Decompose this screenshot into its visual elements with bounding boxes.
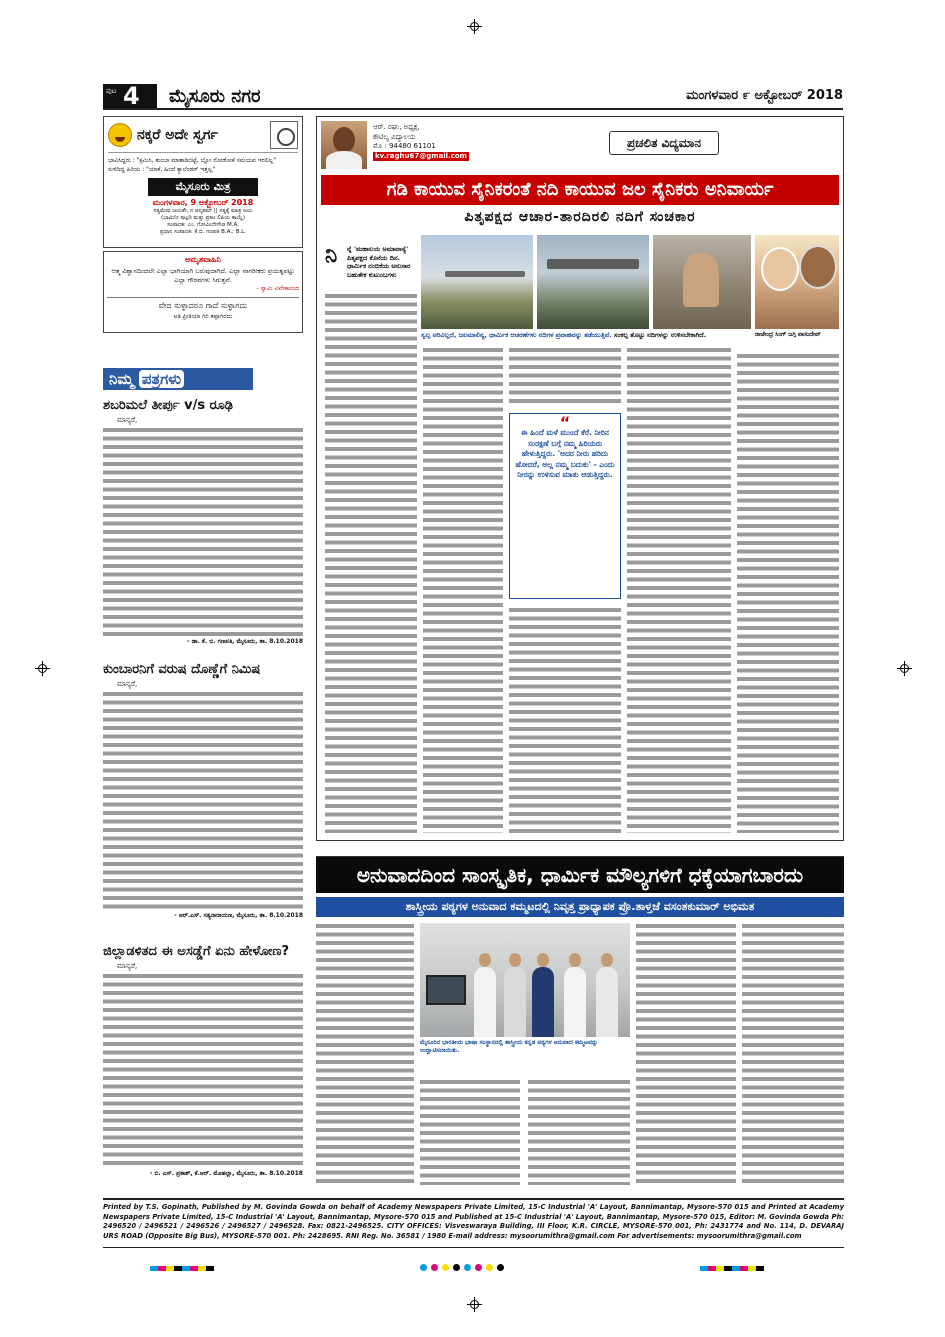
article-column bbox=[742, 923, 844, 1185]
page-label: ಪುಟ bbox=[106, 87, 117, 95]
author-photo bbox=[321, 121, 367, 169]
issue-date: ಮಂಗಳವಾರ ೯ ಅಕ್ಟೋಬರ್ 2018 bbox=[686, 88, 843, 103]
article-column bbox=[528, 1079, 630, 1185]
article-subheadline: ಪಿತೃಪಕ್ಷದ ಆಚಾರ-ತಾರದಿರಲಿ ನದಿಗೆ ಸಂಚಕಾರ bbox=[464, 209, 696, 225]
letter-body bbox=[103, 973, 303, 1169]
portraits-caption: ರಾಜೇಂದ್ರ ಸಿಂಗ್ ಜಗ್ಗಿ ವಾಸುದೇವ್ bbox=[755, 331, 821, 338]
letter-signature: - ಬಿ. ಎಸ್. ಪ್ರಕಾಶ್, ಕೆ.ಆರ್. ಮೊಹಲ್ಲಾ, ಮೈಸೂರು, ತಾ. 8.10.2018 bbox=[149, 1170, 303, 1177]
second-subheadline: ಶಾಸ್ತ್ರೀಯ ಪಠ್ಯಗಳ ಅನುವಾದ ಕಮ್ಮಟದಲ್ಲಿ ನಿವೃತ್ತ ಪ್ರಾಧ್ಯಾಪಕ ಪ್ರೊ.ತಾಳ್ತಜೆ ವಸಂತಕುಮಾರ್ ಅಭಿಮತ bbox=[316, 897, 844, 917]
proverb: ವೇದ ಸುಳ್ಳಾದರೂ ಗಾದೆ ಸುಳ್ಳಾಗದು bbox=[158, 301, 248, 310]
registration-mark-icon bbox=[38, 664, 47, 673]
laughing-face-icon bbox=[108, 123, 132, 147]
article-column bbox=[509, 347, 621, 407]
thought-of-the-day bbox=[103, 251, 303, 333]
editor-line: ಸಂಪಾದಕ: ಎಂ. ಗೋವಿಂದೇಗೌಡ M.A. bbox=[167, 222, 239, 228]
author-email: kv.raghu67@gmail.com bbox=[375, 151, 467, 160]
article-column bbox=[423, 347, 503, 833]
humor-title: ನಕ್ಕರೆ ಅದೇ ಸ್ವರ್ಗ bbox=[137, 127, 218, 143]
letters-header-word: ನಿಮ್ಮ bbox=[109, 370, 134, 388]
article-column bbox=[509, 607, 621, 833]
chief-editor-line: ಪ್ರಧಾನ ಸಂಪಾದಕ: ಕೆ.ಬಿ. ಗಣಪತಿ B.A.; B.L. bbox=[159, 229, 247, 235]
article-intro: ನ್ನೆ 'ಮಹಾಲಯ ಅಮಾವಾಸ್ಯೆ' ಪಿತೃಪಕ್ಷದ ಕೊನೆಯ ದಿನ. ಧಾರ್ಮಿಕ ನಂಬಿಕೆಯ ಅನುಸಾರ ಬಹುತೇಕ ಕುಟುಂಬಗಳು bbox=[347, 245, 411, 279]
letter-body bbox=[103, 691, 303, 911]
author-phone: ಮೊ : 94480 61101 bbox=[373, 142, 436, 150]
letter-body bbox=[103, 427, 303, 637]
author-role: ಕೌಟಿಲ್ಯ ವಿದ್ಯಾಲಯ bbox=[373, 132, 416, 141]
letter-salutation: ಮಾನ್ಯರೆ, bbox=[117, 416, 138, 424]
author-name: ಆರ್. ರಘು, ಅಧ್ಯಕ್ಷ, bbox=[373, 123, 420, 131]
letter-title: ಶಬರಿಮಲೆ ತೀರ್ಪು v/s ರೂಢಿ bbox=[103, 398, 233, 413]
page-number: 4 bbox=[123, 82, 140, 110]
registration-mark-icon bbox=[900, 664, 909, 673]
river-pollution-photo bbox=[421, 235, 533, 329]
letters-header bbox=[103, 364, 303, 394]
humor-line: ಭಾವಿಸಿದ್ದರು : "ಕ್ಷಮಿಸಿ, ತುಂಬಾ ಮಾತಾಡಿಬಿಟ್ಟೆ, ಬ್ಲೋ ನೋಡೋಕೆ ಸಮಯವ ಇರಲಿಲ್ಲ" bbox=[108, 157, 277, 164]
printer-imprint: Printed by T.S. Gopinath, Published by M. Govinda Gowda on behalf of Academy Newspapers Private Limited, 15-C Industrial 'A' Layout, Bannimantap, Mysore-570 015 and Printed at Academy Newspapers Private Limited, 15-C Industrial 'A' Layout, Bannimantap, Mysore-570 015 and Published at 15-C Industrial 'A' Layout, Bannimantap, Mysore-570 015, Editor: M. Govinda Gowda Ph: 2496520 / 2496521 / 2496526 / 2496527 / 2496528. Fax: 0821-2496525. CITY OFFICES: Visveswaraya Building, III Floor, K.R. CIRCLE, MYSORE-570 001, Ph: 2431774 and No. 114, D. DEVARAJ URS ROAD (Opposite Big Bus), MYSORE-570 001. Ph: 2428695. RNI Reg. No. 36581 / 1980 E-mail address: mysoorumithra@gmail.com For advertisements: mysoorumithra@gmail.com bbox=[103, 1198, 844, 1248]
letter-title: ಕುಂಬಾರನಿಗೆ ವರುಷ ದೊಣ್ಣೆಗೆ ನಿಮಿಷ bbox=[103, 662, 261, 677]
river-bridge-photo bbox=[537, 235, 649, 329]
article-headline: ಗಡಿ ಕಾಯುವ ಸೈನಿಕರಂತೆ ನದಿ ಕಾಯುವ ಜಲ ಸೈನಿಕರು ಅನಿವಾರ್ಯ bbox=[321, 175, 839, 205]
cartoon-icon bbox=[270, 121, 298, 149]
humor-box bbox=[103, 116, 303, 248]
portraits-photo bbox=[755, 235, 839, 338]
article-column bbox=[420, 1079, 520, 1185]
page-masthead bbox=[103, 84, 843, 110]
ritual-photo bbox=[653, 235, 751, 329]
color-bar bbox=[700, 1266, 764, 1271]
letter-item bbox=[103, 662, 303, 932]
masthead-date: ಮಂಗಳವಾರ, 9 ಅಕ್ಟೋಬರ್ 2018 bbox=[152, 198, 254, 207]
registration-mark-icon bbox=[470, 1300, 479, 1309]
drop-cap: ನಿ bbox=[325, 243, 338, 268]
second-headline: ಅನುವಾದದಿಂದ ಸಾಂಸ್ಕೃತಿಕ, ಧಾರ್ಮಿಕ ಮೌಲ್ಯಗಳಿಗೆ ಧಕ್ಕೆಯಾಗಬಾರದು bbox=[316, 857, 844, 893]
letter-signature: - ಡಾ. ಕೆ. ಬಿ. ಗಣಪತಿ, ಮೈಸೂರು, ತಾ. 8.10.2018 bbox=[187, 638, 303, 645]
article-column bbox=[737, 353, 839, 833]
event-photo-caption: ಮೈಸೂರಿನ ಭಾರತೀಯ ಭಾಷಾ ಸಂಸ್ಥಾನದಲ್ಲಿ ಶಾಸ್ತ್ರೀಯ ಕನ್ನಡ ಪಠ್ಯಗಳ ಅನುವಾದ ಕಮ್ಮಟವನ್ನು ಉದ್ಘಾಟಿಸಲಾಯಿತು. bbox=[420, 1039, 598, 1054]
left-column bbox=[103, 116, 303, 333]
pull-quote-text: ಈ ಹಿಂದೆ ಮಳೆ ಮುಂದೆ ಕೆರೆ. ನೀರಿನ ಸಂರಕ್ಷಣೆ ಬಗ್ಗೆ ನಮ್ಮ ಹಿರಿಯರು ಹೇಳುತ್ತಿದ್ದರು. 'ಅದರ ನೀರು ಹರಿದು ಹೋದರೆ, ಅಲ್ಲ ನಮ್ಮ ಬದುಕು' - ಎಂದು ನೀರನ್ನು ಉಳಿಸುವ ಮಾತು ಆಡುತ್ತಿದ್ದರು. bbox=[515, 428, 615, 479]
masthead-line: ಸತ್ಯಮೇವ ಜಯತೇ, ನ ಅನೃತಮ್ || ಸತ್ಯಕ್ಕೆ ಮಾತ್ರ ಜಯ bbox=[153, 208, 253, 214]
letter-salutation: ಮಾನ್ಯರೆ, bbox=[117, 680, 138, 688]
pull-quote bbox=[509, 413, 621, 599]
registration-mark-icon bbox=[470, 22, 479, 31]
humor-line: ಸುಳಿದಿದ್ದ ಹಿರಿಯ : "ಯಾಕೆ, ಹಿಂದೆ ಕ್ಯಾಲೆಂಡರ್ ಇತ್ತಲ್ಲ" bbox=[108, 166, 216, 173]
letters-header-word: ಪತ್ರಗಳು bbox=[139, 370, 184, 388]
thought-title: ಅಮೃತವಾಹಿನಿ bbox=[185, 255, 221, 264]
article-column bbox=[636, 923, 736, 1185]
letter-item bbox=[103, 398, 303, 660]
proverb-sub: ಅತಿ ಪ್ರೀತಿಯಾ ಗಿರಿ ತಪ್ಪಾಗಿರದು bbox=[173, 313, 233, 320]
letter-item bbox=[103, 944, 303, 1190]
thought-quote: ಆತ್ಮ ವಿಶ್ವಾಸದಿಂದಲೇ ಎಲ್ಲಾ ಭಾಗಿಯಾಗಿ ಬರುವುದಾಗಿದೆ. ಎಲ್ಲಾ ನಾಗರೀಕರು ಪ್ರಯತ್ನಪಟ್ಟು ಎಲ್ಲಾ ಗೌರವಗಳು ಸಿಗುತ್ತವೆ. bbox=[111, 267, 295, 284]
masthead-line: (ಭಾಮಿನೀ ಷಟ್ಪದಿ ಮತ್ತು ಪ್ರಕಟ ಲಿಪಿಯ ಕಾಯ್ದೆ) bbox=[160, 215, 246, 221]
letter-title: ಜಿಲ್ಲಾಡಳಿತದ ಈ ಅಸಡ್ಡೆಗೆ ಏನು ಹೇಳೋಣ? bbox=[103, 944, 290, 959]
second-article bbox=[316, 856, 844, 1190]
letter-signature: - ಆರ್.ಎಸ್. ಸತ್ಯನಾರಾಯಣ, ಮೈಸೂರು, ತಾ. 8.10.2018 bbox=[174, 912, 303, 919]
color-bar bbox=[150, 1266, 214, 1271]
photo-caption: ಸ್ವಲ್ಪ ಅರಿವಿಲ್ಲದೆ, ಜಲಮಾಲಿನ್ಯ, ಧಾರ್ಮಿಕ ಆಚರಣೆಗಳು ನದಿಗಳ ಪ್ರವಾಹವನ್ನು ತಡೆಯುತ್ತಿವೆ. ಸಂಕಲ್ಪ ತೊಟ್ಟು ನದಿಗಳನ್ನು ಉಳಿಸಬೇಕಾಗಿದೆ. bbox=[421, 331, 707, 339]
letter-salutation: ಮಾನ್ಯರೆ, bbox=[117, 962, 138, 970]
color-registration-dots bbox=[420, 1264, 504, 1271]
article-column bbox=[316, 923, 414, 1185]
computer-screen bbox=[426, 975, 466, 1005]
article-column bbox=[627, 347, 731, 833]
author-byline bbox=[321, 121, 521, 169]
thought-author: - ಸ್ವಾಮಿ ವಿವೇಕಾನಂದ bbox=[256, 285, 299, 292]
article-column bbox=[325, 293, 417, 833]
quote-mark-icon: “ bbox=[559, 413, 571, 432]
section-title: ಮೈಸೂರು ನಗರ bbox=[169, 86, 261, 107]
main-article bbox=[316, 116, 844, 841]
event-photo bbox=[420, 923, 630, 1037]
humor-dialogue bbox=[108, 156, 298, 174]
column-title: ಪ್ರಚಲಿತ ವಿದ್ಯಮಾನ bbox=[609, 131, 719, 155]
page-number-badge bbox=[103, 84, 157, 108]
newspaper-logo: ಮೈಸೂರು ಮಿತ್ರ bbox=[148, 178, 258, 196]
